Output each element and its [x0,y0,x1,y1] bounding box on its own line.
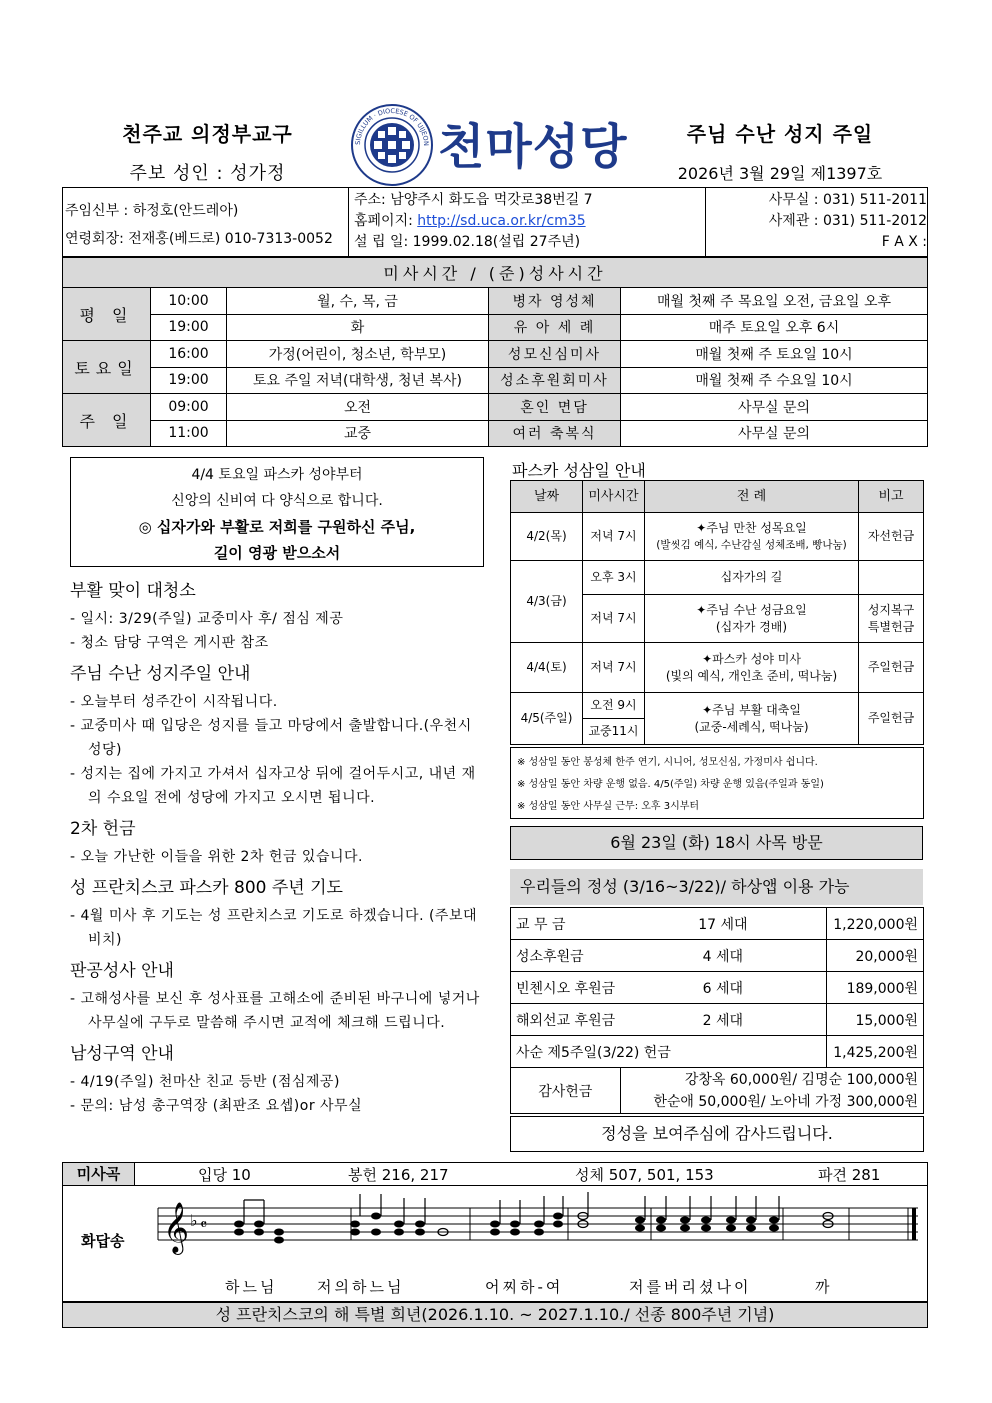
column-header: 날짜 [511,481,583,513]
thanks-line: 강창옥 60,000원/ 김명순 100,000원 [684,1071,918,1088]
note-line: ※ 성삼일 동안 봉성체 한주 연기, 시니어, 성모신심, 가정미사 쉽니다. [517,757,818,768]
announcements [70,580,480,1126]
table-row [63,420,928,447]
table-row [511,1036,924,1068]
table-row [511,561,924,595]
hymn-communion: 성체 507, 501, 153 [575,1166,714,1184]
easter-triduum-title: 파스카 성삼일 안내 [512,461,646,480]
header-left [100,118,315,185]
mass-time: 19:00 [151,367,227,394]
mass-desc: 가정(어린이, 청소년, 학부모) [227,341,489,368]
section-item: - 오늘 가난한 이들을 위한 2차 헌금 있습니다. [70,849,363,865]
thanks-label: 감사헌금 [511,1068,621,1114]
table-header-row [511,481,924,513]
offering-count: 2 세대 [620,1004,826,1036]
sacrament-label: 성모신심미사 [489,341,621,368]
liturgy-detail: (교중-세례식, 떡나눔) [694,719,809,734]
diocese-seal-logo [350,103,434,187]
table-row [63,314,928,341]
time-cell: 오전 9시 [583,693,645,719]
thanks-donors [620,1068,923,1114]
hymn-dismissal: 파견 281 [818,1166,881,1184]
offering-amount: 15,000원 [826,1004,923,1036]
table-row [511,972,924,1004]
lyric-segment: 저를버리셨나이 [629,1278,752,1296]
date-cell: 4/5(주일) [511,693,583,745]
time-cell: 저녁 7시 [583,595,645,643]
table-row [63,394,928,421]
sacrament-value: 매주 토요일 오후 6시 [621,314,928,341]
section-item: - 오늘부터 성주간이 시작됩니다. [70,694,278,710]
announcement-section [70,960,480,1035]
liturgy-cell [645,595,859,643]
sacrament-value: 사무실 문의 [621,420,928,447]
mass-hymns-label: 미사곡 [63,1163,135,1185]
group-weekday: 평 일 [63,288,151,341]
section-item: - 일시: 3/29(주일) 교중미사 후/ 점심 제공 [70,611,344,627]
offering-count: 17 세대 [620,908,826,940]
fax-number: F A X : [881,234,927,250]
svg-text:𝄴: 𝄴 [200,1215,208,1234]
mass-time: 16:00 [151,341,227,368]
liturgy-detail: (빛의 예식, 개인초 준비, 떡나눔) [665,668,838,683]
mass-desc: 교중 [227,420,489,447]
psalm-label: 화답송 [81,1232,125,1250]
offering-table [510,907,924,1114]
liturgy-name: 십자가의 길 [645,561,859,595]
svg-text:♭: ♭ [190,1211,198,1230]
table-row [511,693,924,719]
mass-desc: 오전 [227,394,489,421]
notice-line: 4/4 토요일 파스카 성야부터 [191,467,363,483]
time-cell: 교중11시 [583,719,645,745]
funeral-president: 연령회장: 전재홍(베드로) 010-7313-0052 [65,231,333,247]
homepage-row [354,211,700,232]
section-item: - 청소 담당 구역은 게시판 참조 [70,635,269,651]
offering-amount: 1,220,000원 [826,908,923,940]
group-sunday: 주 일 [63,394,151,447]
hymn-offertory: 봉헌 216, 217 [348,1166,449,1184]
offering-name: 사순 제5주일(3/22) 헌금 [511,1036,827,1068]
hymn-entrance: 입당 10 [198,1166,251,1184]
note-cell [859,595,924,643]
column-header: 비고 [859,481,924,513]
rectory-phone: 사제관 : 031) 511-2012 [768,213,927,229]
homepage-label: 홈페이지: [354,213,418,229]
sacrament-value: 매월 첫째 주 토요일 10시 [621,341,928,368]
pastoral-visit-notice: 6월 23일 (화) 18시 사목 방문 [510,826,923,860]
announcement-section [70,818,480,869]
liturgy-name: ✦파스카 성야 미사 [702,651,801,666]
address-info [348,188,706,256]
table-row [63,288,928,315]
offering-count: 4 세대 [620,940,826,972]
sunday-title: 주님 수난 성지 주일 [686,122,874,146]
sacrament-label: 병자 영성체 [489,288,621,315]
liturgy-name: ✦주님 수난 성금요일 [696,602,807,617]
table-row [63,367,928,394]
date-cell: 4/2(목) [511,513,583,561]
mass-schedule-table [62,257,928,447]
founded-date: 설 립 일: 1999.02.18(설립 27주년) [354,234,581,250]
liturgy-cell [645,693,859,745]
easter-triduum-table [510,480,924,745]
section-title: 2차 헌금 [70,819,136,839]
section-item: - 4/19(주일) 천마산 친교 등반 (점심제공) [70,1074,340,1090]
note-cell: 자선헌금 [859,513,924,561]
section-title: 주님 수난 성지주일 안내 [70,664,251,684]
liturgy-name: ✦주님 만찬 성목요일 [696,520,807,535]
thanks-message: 정성을 보여주심에 감사드립니다. [510,1116,924,1152]
liturgy-detail: (발씻김 예식, 수난감실 성체조배, 빵나눔) [656,538,847,551]
mass-desc: 화 [227,314,489,341]
section-title: 부활 맞이 대청소 [70,581,196,601]
time-cell: 저녁 7시 [583,643,645,693]
offering-title: 우리들의 정성 (3/16~3/22)/ 하상앱 이용 가능 [510,869,923,905]
table-row [511,513,924,561]
table-row [511,1004,924,1036]
jubilee-footer: 성 프란치스코의 해 특별 희년(2026.1.10. ~ 2027.1.10./ 선종 800주년 기념) [62,1302,928,1328]
sacrament-label: 여러 축복식 [489,420,621,447]
section-title: 성 프란치스코 파스카 800 주년 기도 [70,878,343,898]
svg-text:𝄞: 𝄞 [163,1202,190,1253]
mass-time: 19:00 [151,314,227,341]
announcement-section [70,877,480,952]
patron-saint: 주보 성인 : 성가정 [129,163,286,184]
thanks-line: 한순애 50,000원/ 노아네 가정 300,000원 [653,1093,918,1110]
mass-desc: 월, 수, 목, 금 [227,288,489,315]
offering-amount: 1,425,200원 [826,1036,923,1068]
lyric-segment: 까 [815,1278,833,1296]
note-cell: 주일헌금 [859,693,924,745]
section-title: 남성구역 안내 [70,1044,174,1064]
date-cell: 4/4(토) [511,643,583,693]
note-line: ※ 성삼일 동안 차량 운행 없음. 4/5(주일) 차량 운행 있음(주일과 동일) [517,779,824,790]
liturgy-detail: (십자가 경배) [715,619,788,634]
liturgy-cell [645,513,859,561]
time-cell: 저녁 7시 [583,513,645,561]
sacrament-label: 성소후원회미사 [489,367,621,394]
sacrament-value: 매월 첫째 주 목요일 오전, 금요일 오후 [621,288,928,315]
parish-name: 천마성당 [438,119,628,175]
time-cell: 오후 3시 [583,561,645,595]
section-item: - 고해성사를 보신 후 성사표를 고해소에 준비된 바구니에 넣거나 사무실에 구두로 말씀해 주시면 교적에 체크해 드립니다. [70,991,480,1031]
offering-name: 성소후원금 [511,940,621,972]
offering-name: 해외선교 후원금 [511,1004,621,1036]
liturgy-cell [645,643,859,693]
mass-time: 11:00 [151,420,227,447]
note-cell [859,561,924,595]
group-saturday: 토요일 [63,341,151,394]
diocese-name: 천주교 의정부교구 [122,122,293,146]
table-row [511,643,924,693]
hymn-bar [62,1162,928,1186]
office-phone: 사무실 : 031) 511-2011 [768,192,927,208]
offering-amount: 189,000원 [826,972,923,1004]
date-cell: 4/3(금) [511,561,583,643]
table-row [511,1068,924,1114]
phone-info [706,188,927,256]
header-right [650,118,910,184]
note-cell: 주일헌금 [859,643,924,693]
section-title: 판공성사 안내 [70,961,174,981]
note-line: 성지복구 [867,602,915,617]
mass-desc: 토요 주일 저녁(대학생, 청년 복사) [227,367,489,394]
sacrament-label: 유 아 세 례 [489,314,621,341]
column-header: 전 례 [645,481,859,513]
contact-info-box [62,187,928,257]
mass-schedule-title: 미사시간 / (준)성사시간 [63,258,928,288]
table-row [63,341,928,368]
lyric-segment: 하느님 [225,1278,278,1296]
sacrament-value: 사무실 문의 [621,394,928,421]
sacrament-value: 매월 첫째 주 수요일 10시 [621,367,928,394]
section-item: - 성지는 집에 가지고 가셔서 십자고상 뒤에 걸어두시고, 내년 재의 수요일 전에 성당에 가지고 오시면 됩니다. [70,766,476,806]
lyric-segment: 저의하느님 [317,1278,405,1296]
section-item: - 문의: 남성 총구역장 (최판조 요셉)or 사무실 [70,1098,363,1114]
notice-line: 신앙의 신비여 다 양식으로 합니다. [171,493,383,509]
section-item: - 교중미사 때 입당은 성지를 들고 마당에서 출발합니다.(우천시 성당) [70,718,472,758]
triduum-notes [510,747,924,819]
announcement-section [70,663,480,810]
sacrament-label: 혼인 면담 [489,394,621,421]
issue-number: 2026년 3월 29일 제1397호 [677,164,883,183]
vigil-notice-box [70,457,484,567]
address: 주소: 남양주시 화도읍 먹갓로38번길 7 [354,192,593,208]
notice-acclamation: 길이 영광 받으소서 [213,544,341,562]
homepage-link[interactable]: http://sd.uca.or.kr/cm35 [417,213,586,229]
announcement-section [70,1043,480,1118]
liturgy-name: ✦주님 부활 대축일 [702,702,801,717]
pastor: 주임신부 : 하정호(안드레아) [65,203,239,219]
svg-text:SIGILLUM · DIOCESE OF UIJEONGB: SIGILLUM · DIOCESE OF UIJEON [353,106,431,147]
lyric-segment: 어찌하-여 [485,1278,564,1296]
offering-count: 6 세대 [620,972,826,1004]
note-line: 특별헌금 [867,619,915,634]
mass-time: 10:00 [151,288,227,315]
mass-time: 09:00 [151,394,227,421]
offering-name: 교 무 금 [511,908,621,940]
notice-acclamation: ◎ 십자가와 부활로 저희를 구원하신 주님, [138,518,416,536]
column-header: 미사시간 [583,481,645,513]
table-row [511,908,924,940]
offering-name: 빈첸시오 후원금 [511,972,621,1004]
note-line: ※ 성삼일 동안 사무실 근무: 오후 3시부터 [517,801,700,812]
table-row [511,940,924,972]
offering-amount: 20,000원 [826,940,923,972]
section-item: - 4월 미사 후 기도는 성 프란치스코 기도로 하겠습니다. (주보대 비치) [70,908,477,948]
announcement-section [70,580,480,655]
staff-info [63,188,348,256]
